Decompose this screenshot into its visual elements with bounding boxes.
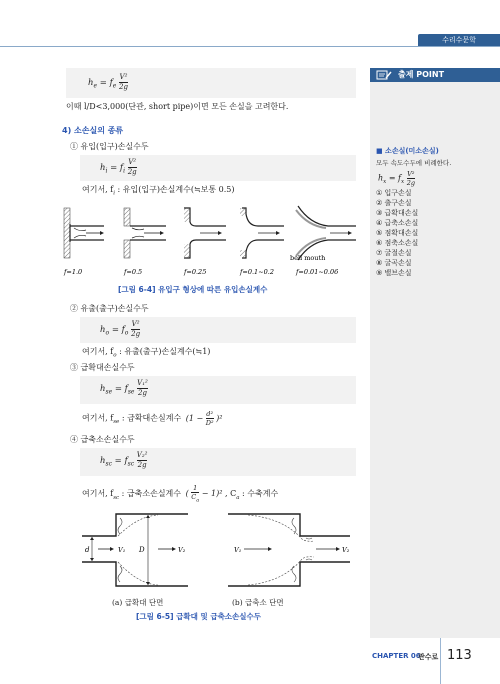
coef-label: f=0.25 (184, 268, 207, 276)
page-divider (440, 638, 441, 684)
item-label: ④ 급축소손실수두 (70, 435, 135, 444)
sudden-contraction-diagram (228, 514, 350, 586)
label-v2: V₂ (178, 546, 186, 554)
note-rest: : 급확대손실계수 (119, 413, 182, 423)
note-sub: sc (113, 494, 120, 501)
item-formula (100, 320, 140, 339)
coef-den-sub: a (196, 497, 200, 504)
pencil-note-icon (376, 70, 392, 80)
sidebar-subtitle: 모두 속도수두에 비례한다. (376, 159, 452, 167)
formula-den: 2g (138, 389, 147, 397)
formula-num: V² (407, 170, 415, 178)
expansion-contraction-figure (78, 506, 358, 598)
list-item: ⑨ 밸브손실 (376, 269, 412, 277)
formula-sub: x (401, 179, 405, 186)
coef-close: )² (216, 413, 223, 423)
formula-eq: = f (111, 325, 125, 335)
formula-den: 2g (119, 83, 128, 91)
list-item: ③ 급확대손실 (376, 209, 419, 217)
coef-label: f=0.1~0.2 (240, 268, 274, 276)
figure-caption: [그림 6-4] 유입구 형상에 따른 유입손실계수 (118, 285, 268, 294)
figure-caption: [그림 6-5] 급확대 및 급축소손실수두 (136, 612, 262, 621)
formula-num: V₁² (137, 379, 148, 387)
item-formula (100, 158, 137, 177)
formula-sub: se (127, 388, 135, 396)
header-tab: 수리수문학 (418, 34, 500, 46)
section-title: 4) 소손실의 종류 (62, 126, 124, 135)
item-formula (100, 451, 147, 470)
item-note (82, 184, 235, 197)
coef-tail: , C (224, 489, 237, 499)
item-label: ① 유입(입구)손실수두 (70, 142, 149, 151)
note-rest: : 유출(출구)손실계수(≒1) (116, 347, 211, 356)
note-sub: se (113, 419, 120, 426)
item-label: ③ 급확대손실수두 (70, 363, 135, 372)
label-v2: V₂ (342, 546, 350, 554)
label-D: D (139, 546, 145, 554)
item-note (82, 484, 278, 504)
formula-eq: = f (114, 384, 128, 394)
formula-sub: e (93, 82, 98, 90)
formula-den: 2g (406, 179, 415, 187)
coef-label: f=1.0 (64, 268, 83, 276)
list-item: ⑦ 굴절손실 (376, 249, 412, 257)
note-rest: : 유입(입구)손실계수(≒보통 0.5) (115, 185, 235, 194)
label-v1: V₁ (118, 546, 126, 554)
formula-lhs: h (88, 78, 94, 88)
list-item: ④ 급축소손실 (376, 219, 419, 227)
page-number: 113 (447, 648, 472, 663)
inlet-rounded (240, 208, 284, 258)
list-item: ① 입구손실 (376, 189, 412, 197)
list-item: ② 출구손실 (376, 199, 412, 207)
list-item: ⑤ 점확대손실 (376, 229, 419, 237)
formula-eq: = f (388, 173, 402, 183)
label-v1: V₁ (234, 546, 242, 554)
item-formula (100, 379, 148, 398)
item-label: ② 유출(출구)손실수두 (70, 304, 149, 313)
formula-lhs: h (100, 456, 106, 466)
point-banner-title: 출제 POINT (398, 70, 445, 79)
formula-num: V₂² (136, 451, 148, 459)
coef-open: (1 − (185, 413, 204, 423)
formula-sub: se (105, 388, 113, 396)
note-rest: : 급축소손실계수 (119, 489, 182, 499)
note-prefix: 여기서, f (82, 185, 114, 194)
subfigure-caption-b: (b) 급축소 단면 (232, 598, 284, 607)
formula-sub: i (123, 167, 126, 175)
list-item: ⑧ 굴곡손실 (376, 259, 412, 267)
formula-sub: sc (127, 460, 135, 468)
header-rule (0, 46, 500, 47)
note-sub: o (113, 352, 117, 359)
coef-den: C (191, 493, 197, 501)
coef-num: d² (206, 410, 214, 418)
formula-lhs: h (100, 163, 106, 173)
formula-den: 2g (137, 461, 147, 469)
formula-eq: = f (114, 456, 128, 466)
label-d: d (85, 546, 90, 554)
formula-eq: = f (110, 163, 124, 173)
top-formula (88, 73, 128, 92)
bell-mouth-label: bell mouth (290, 254, 326, 262)
coef-den: D² (205, 419, 214, 427)
note-prefix: 여기서, f (82, 489, 114, 499)
formula-sub: o (105, 329, 110, 337)
formula-lhs: h (100, 384, 106, 394)
footer-chapter: CHAPTER 06 (372, 652, 421, 660)
inlet-bell-mouth (296, 206, 356, 260)
footer-chapter-title: 관수로 (418, 653, 439, 661)
sidebar-list (376, 188, 418, 278)
formula-num: V² (131, 320, 140, 328)
formula-den: 2g (131, 330, 141, 338)
note-prefix: 여기서, f (82, 347, 114, 356)
note-prefix: 여기서, f (82, 413, 114, 423)
inlet-slightly-rounded (184, 208, 226, 258)
coef-close: − 1)² (201, 489, 223, 499)
formula-lhs: h (378, 173, 384, 183)
item-note (82, 410, 222, 427)
formula-num: V² (119, 73, 128, 81)
sidebar-title: ■ 소손실(미소손실) (376, 147, 439, 155)
subfigure-caption-a: (a) 급확대 단면 (112, 598, 164, 607)
formula-num: V² (128, 158, 137, 166)
note-sub: i (113, 190, 115, 197)
list-item: ⑥ 점축소손실 (376, 239, 419, 247)
formula-sub: o (124, 329, 129, 337)
formula-sub: i (105, 167, 108, 175)
formula-sub: sc (105, 460, 112, 468)
formula-lhs: h (100, 325, 106, 335)
coef-label: f=0.5 (124, 268, 143, 276)
coef-tail-sub: a (236, 494, 240, 501)
formula-den: 2g (127, 168, 137, 176)
inlet-loss-figure (60, 198, 360, 278)
sudden-expansion-diagram (82, 514, 188, 586)
sidebar-formula (378, 170, 415, 187)
coef-open: ( (185, 489, 189, 499)
intro-note: 이때 l/D<3,000(단관, short pipe)이면 모든 손실을 고려한다. (66, 102, 289, 111)
item-note (82, 346, 210, 359)
formula-sub: e (112, 82, 117, 90)
coef-label: f=0.01~0.06 (296, 268, 339, 276)
inlet-square (124, 208, 166, 258)
inlet-projecting (64, 208, 104, 258)
coef-num: 1 (193, 484, 198, 492)
formula-sub: x (383, 179, 387, 186)
coef-tail-rest: : 수축계수 (239, 489, 279, 499)
formula-eq: = f (99, 78, 113, 88)
